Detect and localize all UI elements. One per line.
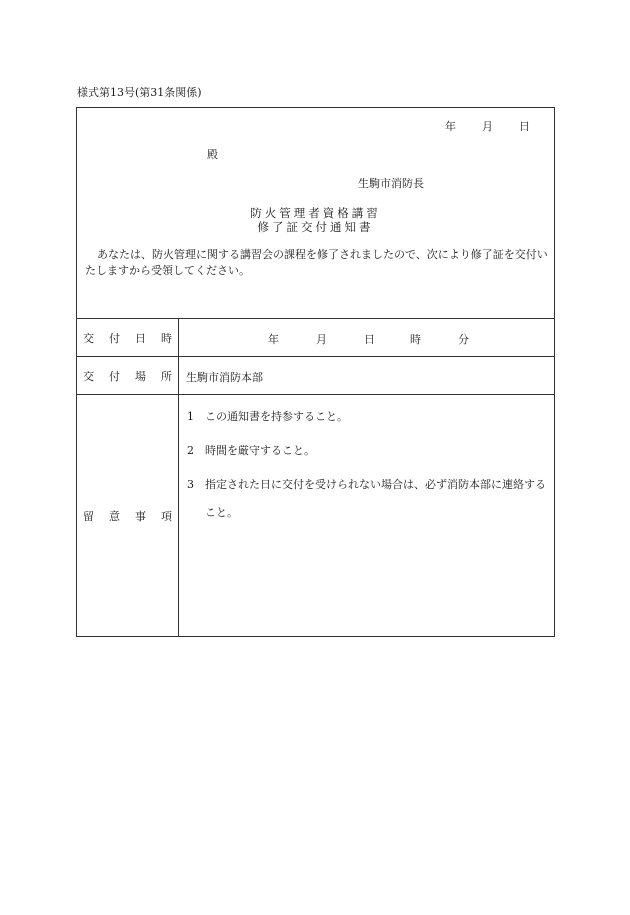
title-line-1: 防火管理者資格講習 [250,206,381,220]
value-delivery-datetime [180,319,554,356]
list-item [187,409,553,425]
label-char: 付 [109,331,120,345]
row-delivery-datetime [77,318,554,356]
label-char: 交 [83,369,94,383]
datetime-year-unit: 年 [268,333,279,346]
addressee-suffix: 殿 [207,148,218,161]
label-char: 事 [135,509,146,523]
note-text: この通知書を持参すること。 [205,410,348,423]
delivery-place-text: 生駒市消防本部 [186,371,263,384]
note-text: 時間を厳守すること。 [205,444,315,457]
label-char: 付 [109,369,120,383]
label-char: 項 [161,509,172,523]
label-char: 交 [83,331,94,345]
list-item [187,471,553,527]
issuer-name: 生駒市消防長 [358,177,424,190]
datetime-hour-unit: 時 [410,333,421,346]
label-char: 日 [135,331,146,345]
notes-list [187,409,553,545]
label-delivery-place [77,357,179,394]
label-char: 所 [161,369,172,383]
label-char: 時 [161,331,172,345]
row-notes [77,394,554,636]
value-notes [180,395,554,636]
value-delivery-place [180,357,554,394]
datetime-month-unit: 月 [316,333,327,346]
date-month-unit: 月 [482,120,493,133]
label-char: 留 [83,509,94,523]
row-delivery-place [77,356,554,394]
note-number: 3 [187,478,194,491]
note-text: 指定された日に交付を受けられない場合は、必ず消防本部に連絡すること。 [205,478,546,519]
datetime-minute-unit: 分 [458,333,469,346]
label-char: 意 [109,509,120,523]
label-delivery-datetime [77,319,179,356]
label-char: 場 [135,369,146,383]
issue-date [445,118,530,134]
form-number: 様式第13号(第31条関係) [77,86,202,99]
label-notes [77,395,179,636]
note-number: 2 [187,444,194,457]
notice-header-section [77,108,554,318]
date-year-unit: 年 [445,120,456,133]
notice-body: あなたは、防火管理に関する講習会の課程を修了されましたので、次により修了証を交付いたしますから受領してください。 [85,248,548,277]
title-line-2: 修了証交付通知書 [257,220,374,234]
notice-form [76,107,555,637]
note-number: 1 [187,410,194,423]
date-day-unit: 日 [519,120,530,133]
list-item [187,443,553,459]
datetime-day-unit: 日 [364,333,375,346]
